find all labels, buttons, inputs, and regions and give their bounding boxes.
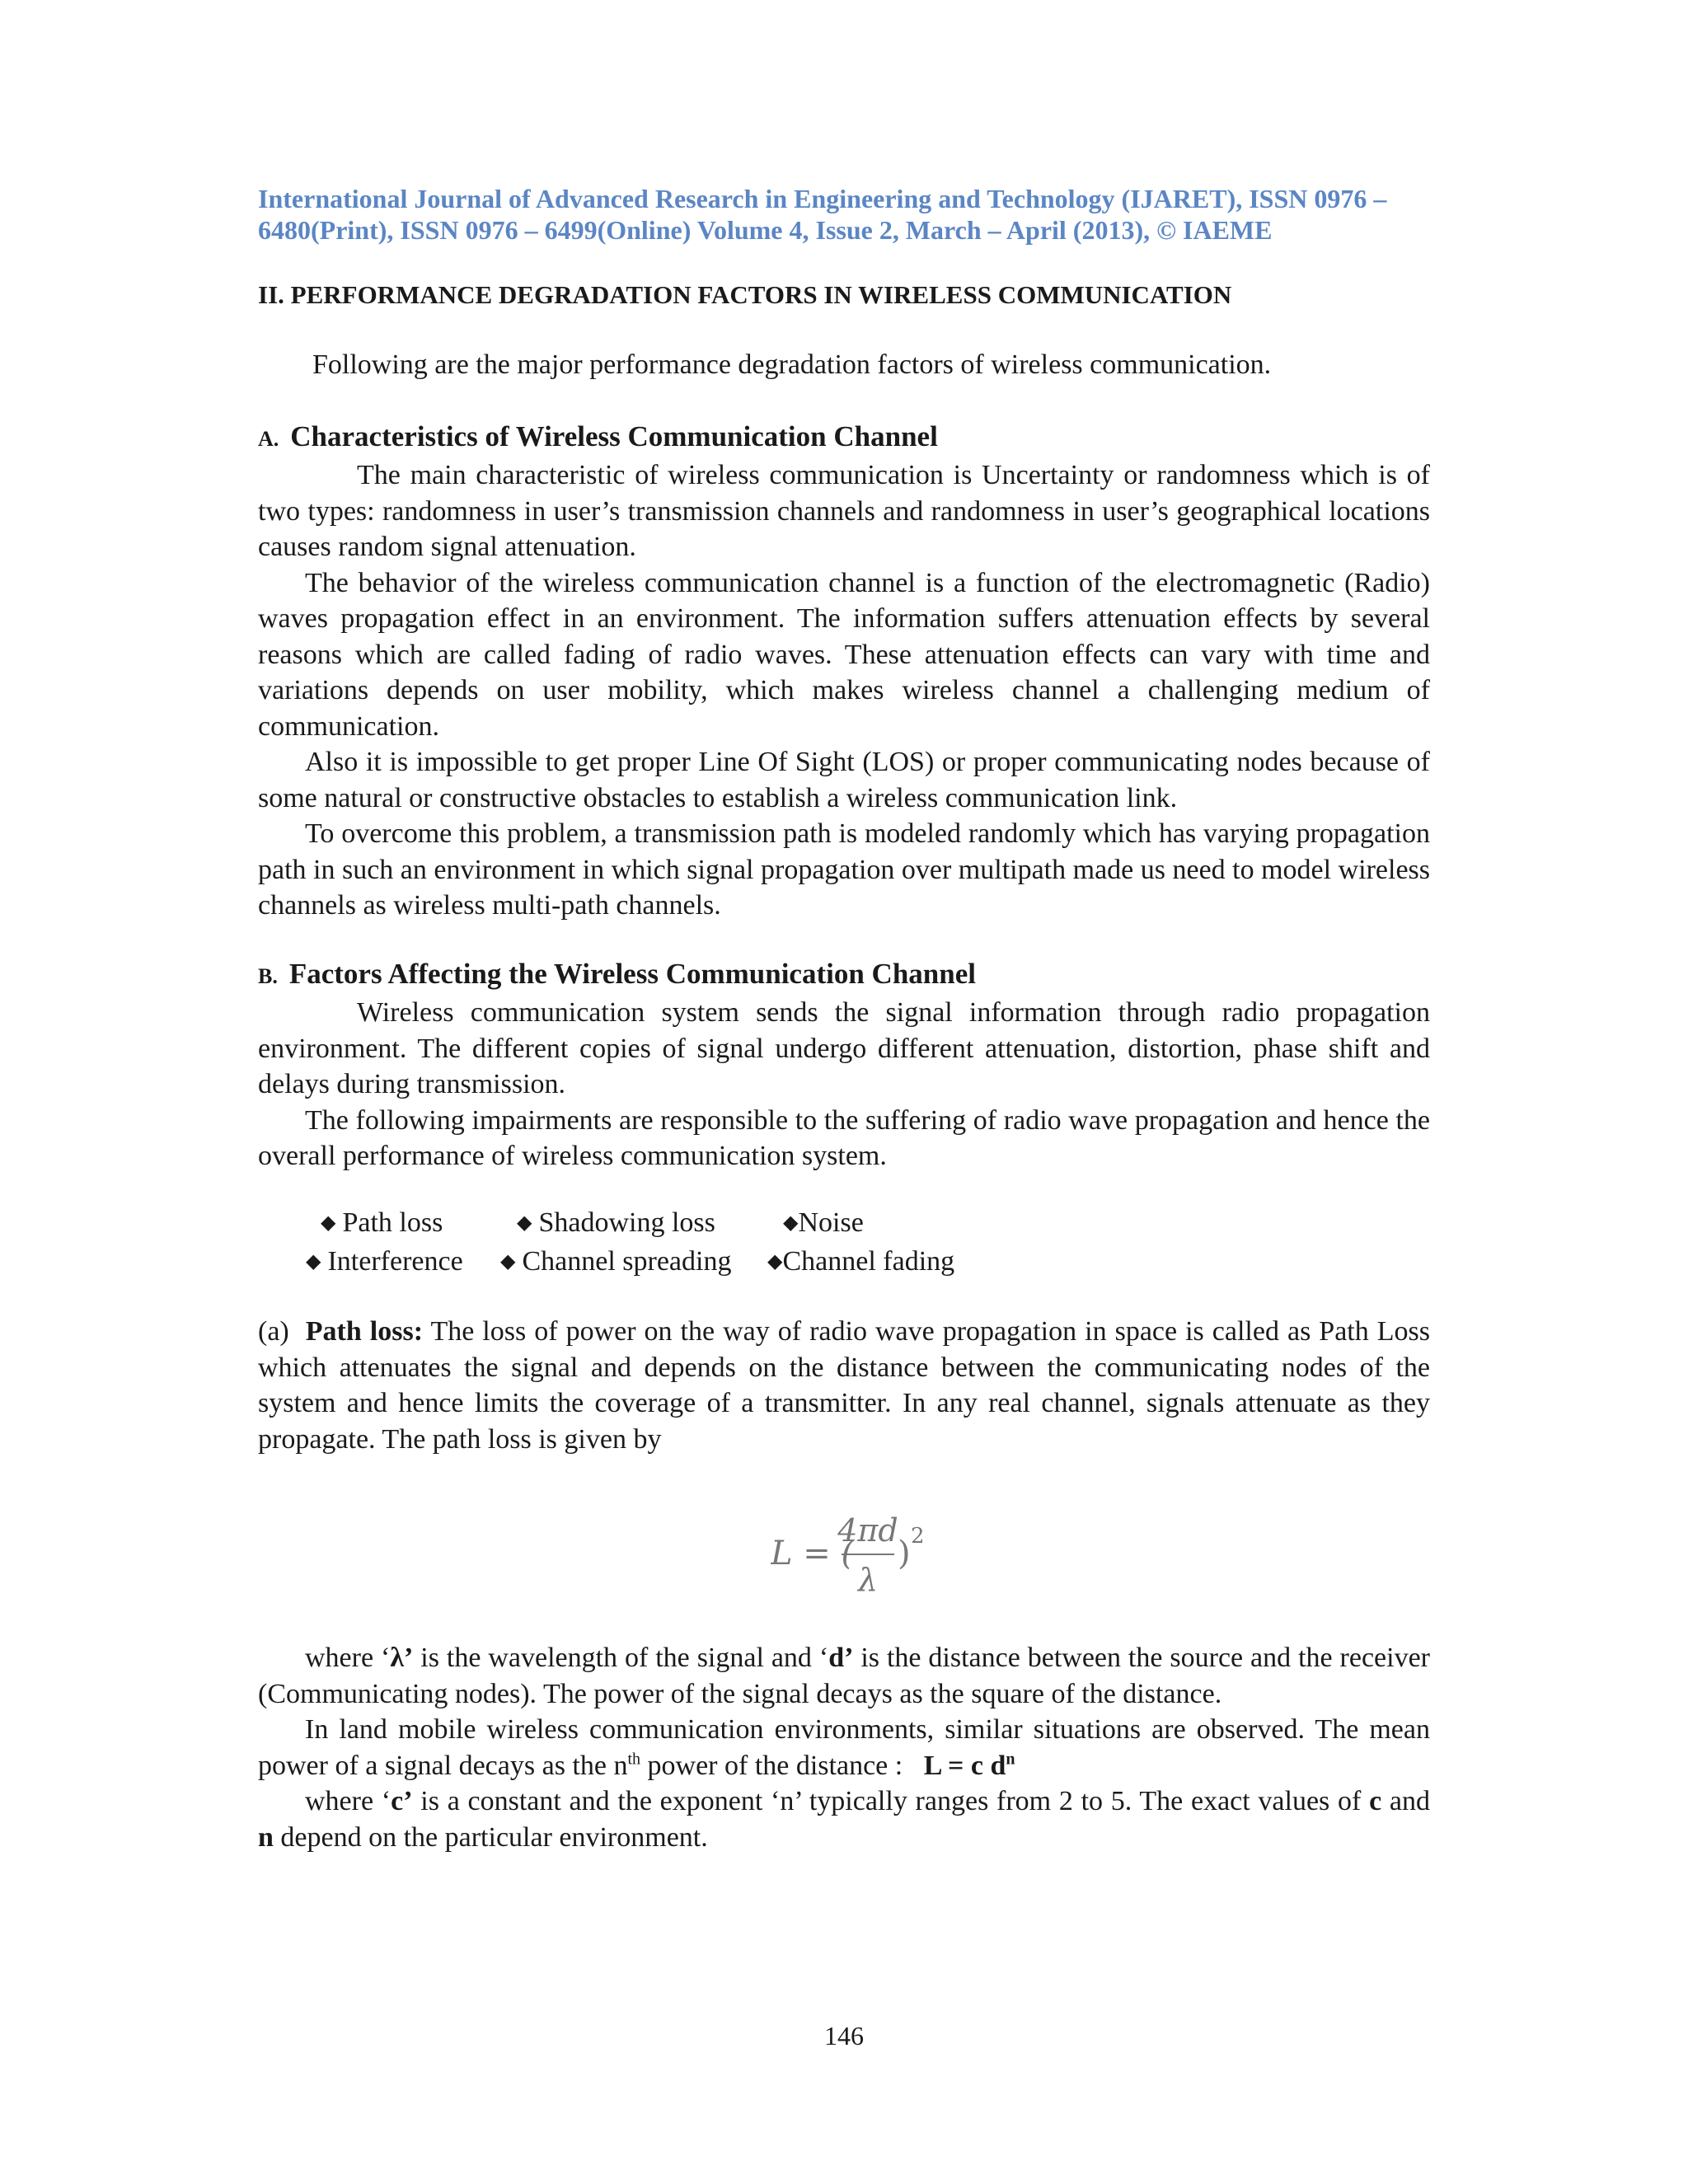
section-b-letter: B. bbox=[258, 964, 278, 988]
list-item: ◆ Interference bbox=[306, 1246, 463, 1277]
section-b-heading bbox=[258, 956, 1430, 995]
formula-rhs: ) bbox=[898, 1535, 911, 1572]
journal-header bbox=[258, 183, 1430, 246]
section-a-heading bbox=[258, 419, 1430, 457]
diamond-bullet-icon: ◆ bbox=[306, 1251, 321, 1272]
list-item: ◆Noise bbox=[783, 1207, 864, 1238]
journal-header-line1: International Journal of Advanced Research in Engineering and Technology (IJARET), ISSN 0976 – bbox=[258, 184, 1387, 213]
intro-text: Following are the major performance degradation factors of wireless communication. bbox=[312, 349, 1272, 380]
path-loss-prefix: (a) bbox=[258, 1316, 289, 1347]
diamond-bullet-icon: ◆ bbox=[517, 1212, 532, 1234]
section-a-title: Characteristics of Wireless Communication Channel bbox=[290, 420, 938, 452]
section-a-paragraph-1: The main characteristic of wireless communication is Uncertainty or randomness which is of two types: randomness in user’s transmission channels and randomness in user’s geographical locations causes random signal attenuation. bbox=[258, 460, 1430, 562]
impairments-list bbox=[258, 1205, 954, 1282]
section-b bbox=[258, 956, 1430, 1174]
section-a-paragraph-3: Also it is impossible to get proper Line Of Sight (LOS) or proper communicating nodes because of some natural or constructive obstacles to establish a wireless communication link. bbox=[258, 747, 1430, 813]
d-symbol: d’ bbox=[828, 1643, 854, 1673]
section-b-paragraph-2: The following impairments are responsible to the suffering of radio wave propagation and hence the overall performance of wireless communication system. bbox=[258, 1104, 1430, 1171]
formula-lhs: L = ( bbox=[771, 1535, 855, 1572]
path-loss-label: Path loss: bbox=[305, 1316, 424, 1347]
page-number: 146 bbox=[824, 2021, 864, 2050]
list-item: ◆ Channel spreading bbox=[500, 1246, 732, 1277]
list-item: ◆Channel fading bbox=[767, 1246, 955, 1277]
section-b-title: Factors Affecting the Wireless Communication Channel bbox=[288, 958, 976, 990]
path-loss-paragraph bbox=[258, 1314, 1430, 1457]
wavelength-paragraph: where ‘λ’ is the wavelength of the signal and ‘d’ is the distance between the source and the receiver (Communicating nodes). The power of the signal decays as the square of the distance. bbox=[258, 1643, 1430, 1709]
section-title: II. PERFORMANCE DEGRADATION FACTORS IN WIRELESS COMMUNICATION bbox=[258, 280, 1232, 309]
formula-exponent: 2 bbox=[911, 1524, 925, 1549]
section-b-paragraph-1: Wireless communication system sends the signal information through radio propagation environment. The different copies of signal undergo different attenuation, distortion, phase shift and delays during transmission. bbox=[258, 997, 1430, 1099]
land-mobile-paragraph: In land mobile wireless communication environments, similar situations are observed. The mean power of a signal decays as the $n^{th}$ power of the distance : L = c $d^n$ bbox=[258, 1714, 1430, 1781]
diamond-bullet-icon: ◆ bbox=[783, 1212, 799, 1234]
lambda-symbol: λ’ bbox=[390, 1643, 414, 1673]
after-formula-section bbox=[258, 1640, 1430, 1855]
constant-paragraph: where ‘c’ is a constant and the exponent ‘n’ typically ranges from 2 to 5. The exact values of c and n depend on the particular environment. bbox=[258, 1786, 1430, 1853]
section-a-paragraph-2: The behavior of the wireless communication channel is a function of the electromagnetic (Radio) waves propagation effect in an environment. The information suffers attenuation effects by several reasons which are called fading of radio waves. These attenuation effects can vary with time and variations depends on user mobility, which makes wireless channel a challenging medium of communication. bbox=[258, 567, 1430, 742]
section-a-letter: A. bbox=[258, 427, 279, 451]
diamond-bullet-icon: ◆ bbox=[500, 1251, 516, 1272]
formula-graphic bbox=[771, 1505, 952, 1604]
journal-header-line2: 6480(Print), ISSN 0976 – 6499(Online) Volume 4, Issue 2, March – April (2013), © IAEME bbox=[258, 215, 1273, 245]
list-item: ◆ Path loss bbox=[321, 1207, 443, 1238]
diamond-bullet-icon: ◆ bbox=[321, 1212, 336, 1234]
section-a-paragraph-4: To overcome this problem, a transmission path is modeled randomly which has varying propagation path in such an environment in which signal propagation over multipath made us need to model wireless channels as wireless multi-path channels. bbox=[258, 818, 1431, 921]
diamond-bullet-icon: ◆ bbox=[767, 1251, 783, 1272]
mean-power-equation: L = c $d^n$ bbox=[923, 1750, 1015, 1781]
impairments-row-1 bbox=[258, 1205, 954, 1244]
formula-numerator: 4πd bbox=[837, 1512, 898, 1549]
list-item: ◆ Shadowing loss bbox=[517, 1207, 715, 1238]
impairments-row-2 bbox=[258, 1244, 954, 1282]
path-loss-formula bbox=[771, 1505, 952, 1604]
section-a bbox=[258, 419, 1430, 924]
path-loss-text: The loss of power on the way of radio wave propagation in space is called as Path Loss which attenuates the signal and depends on the distance between the communicating nodes of the system and hence limits the coverage of a transmitter. In any real channel, signals attenuate as they propagate. The path loss is given by bbox=[258, 1316, 1430, 1455]
path-loss-section bbox=[258, 1314, 1430, 1457]
formula-denominator: λ bbox=[857, 1562, 879, 1598]
